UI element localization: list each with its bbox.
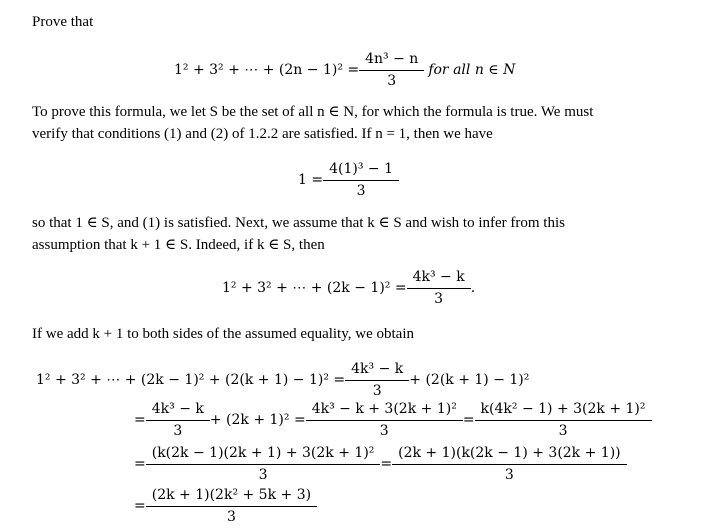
hypothesis-equation [222,268,475,307]
step-1-numerator: 4k³ − k [351,361,404,377]
paragraph-1-line-2: verify that conditions (1) and (2) of 1.2.2 are satisfied. If n = 1, then we have [32,126,493,142]
step-4-equals: = [134,497,146,514]
base-case-equation [298,160,399,199]
step-2-numerator-3: k(4k² − 1) + 3(2k + 1)² [480,401,646,417]
theorem-equation [174,50,515,89]
paragraph-3: If we add k + 1 to both sides of the assumed equality, we obtain [32,326,414,342]
step-1-denominator: 3 [345,380,409,399]
step-2-fraction-2 [309,400,460,439]
step-2-denominator-3: 3 [475,420,652,439]
step-4-fraction [149,486,314,525]
step-1-lhs: 1² + 3² + ⋯ + (2k − 1)² + (2(k + 1) − 1)² = [36,371,346,388]
step-1-fraction [348,360,406,399]
step-3-denominator-2: 3 [392,464,627,483]
hypothesis-fraction [410,268,468,307]
step-3-equals-2: = [380,455,393,472]
step-2-equals-2: = [462,411,475,428]
paragraph-2-line-2: assumption that k + 1 ∈ S. Indeed, if k ∈ S, then [32,237,325,253]
step-3-numerator-1: (k(2k − 1)(2k + 1) + 3(2k + 1)² [151,445,375,461]
paragraph-1-line-1: To prove this formula, we let S be the set of all n ∈ N, for which the formula is true. We must [32,104,594,120]
step-2-numerator-2: 4k³ − k + 3(2k + 1)² [311,401,457,417]
step-2-equals: = [134,411,146,428]
step-3-fraction-1 [149,444,378,483]
hypothesis-denominator: 3 [407,288,471,307]
step-2-numerator-1: 4k³ − k [151,401,204,417]
step-4-numerator: (2k + 1)(2k² + 5k + 3) [151,487,312,503]
step-4-equation [134,486,317,525]
base-case-fraction [326,160,396,199]
theorem-fraction [362,50,421,89]
step-3-equation [134,444,627,483]
step-4-denominator: 3 [146,506,317,525]
step-2-middle: + (2k + 1)² = [209,411,306,428]
hypothesis-numerator: 4k³ − k [412,269,465,285]
step-1-tail: + (2(k + 1) − 1)² [409,371,530,388]
hypothesis-lhs: 1² + 3² + ⋯ + (2k − 1)² = [222,279,407,296]
intro-text: Prove that [32,14,94,30]
step-2-denominator-2: 3 [306,420,463,439]
theorem-denominator: 3 [359,70,424,89]
paragraph-2-line-1: so that 1 ∈ S, and (1) is satisfied. Next, we assume that k ∈ S and wish to infer from this [32,215,565,231]
base-case-denominator: 3 [323,180,399,199]
step-3-equals: = [134,455,146,472]
step-3-numerator-2: (2k + 1)(k(2k − 1) + 3(2k + 1)) [398,445,621,461]
step-2-equation [134,400,652,439]
step-3-denominator-1: 3 [146,464,381,483]
step-3-fraction-2 [395,444,624,483]
hypothesis-tail: . [470,279,476,296]
step-1-equation [36,360,529,399]
theorem-lhs: 1² + 3² + ⋯ + (2n − 1)² = [174,61,360,78]
step-2-fraction-3 [478,400,649,439]
base-case-lhs: 1 = [298,171,324,188]
base-case-numerator: 4(1)³ − 1 [329,161,393,177]
step-2-fraction-1 [149,400,207,439]
theorem-tail: for all n ∈ N [428,61,516,78]
theorem-numerator: 4n³ − n [365,51,419,67]
step-2-denominator-1: 3 [146,420,210,439]
